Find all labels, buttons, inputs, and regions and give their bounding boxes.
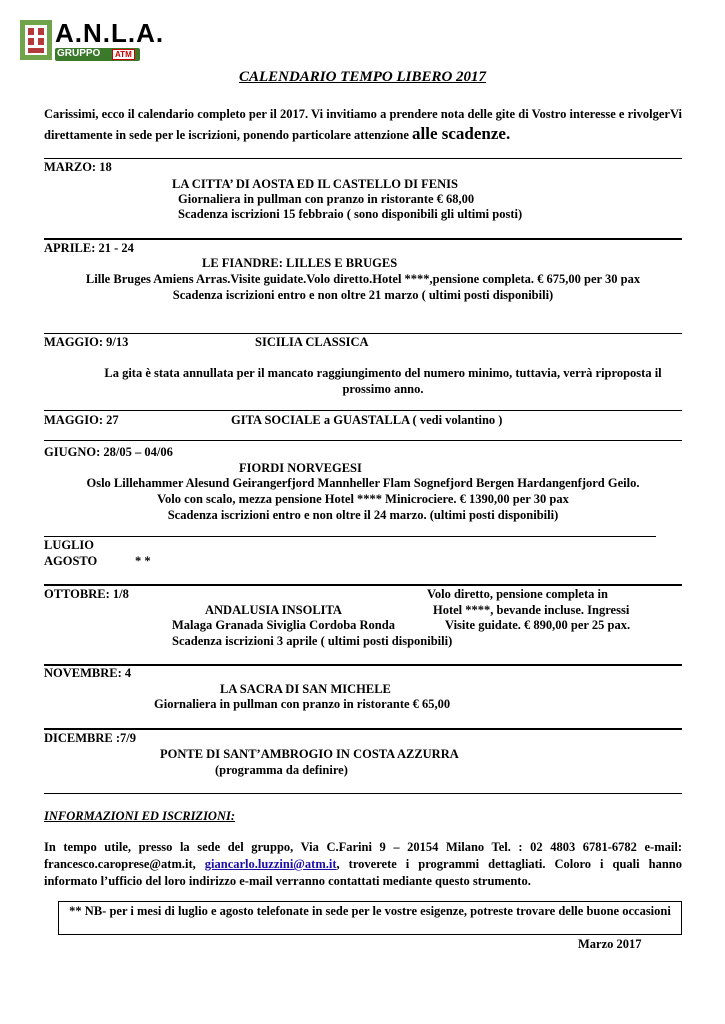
event-line-aprile-2: Scadenza iscrizioni entro e non oltre 21 marzo ( ultimi posti disponibili) xyxy=(172,288,554,302)
event-title-ottobre: ANDALUSIA INSOLITA xyxy=(205,603,342,617)
event-date-luglio: LUGLIO xyxy=(44,538,95,552)
info-text-a: In tempo utile, presso la sede del gruppo, Via C.Farini 9 – 20154 Milano Tel. : 02 4803 6781-6782 e-mail: francesco.caroprese@atm.it, xyxy=(44,840,682,871)
divider xyxy=(44,410,682,411)
event-line-giugno-3: Scadenza iscrizioni entro e non oltre il 24 marzo. (ultimi posti disponibili) xyxy=(167,508,559,522)
divider xyxy=(44,333,682,334)
page-title: CALENDARIO TEMPO LIBERO 2017 xyxy=(238,69,487,85)
event-note-luglio: * * xyxy=(135,554,151,568)
event-title-novembre: LA SACRA DI SAN MICHELE xyxy=(220,682,391,696)
intro-text xyxy=(44,104,682,145)
event-date-giugno: GIUGNO: 28/05 – 04/06 xyxy=(44,445,173,459)
divider xyxy=(44,584,682,586)
event-date-novembre: NOVEMBRE: 4 xyxy=(44,666,132,680)
event-title-marzo: LA CITTA’ DI AOSTA ED IL CASTELLO DI FENIS xyxy=(172,177,458,191)
info-text-b: , troverete i programmi dettagliati. Coloro i quali hanno informato l’ufficio del loro indirizzo e-mail verranno contattati mediante questo strumento. xyxy=(44,857,682,888)
event-side-ottobre-1: Volo diretto, pensione completa in xyxy=(427,587,608,601)
divider xyxy=(44,793,682,794)
event-title-giugno: FIORDI NORVEGESI xyxy=(239,461,362,475)
event-title-maggio-1: SICILIA CLASSICA xyxy=(255,335,369,349)
logo-atm: ATM xyxy=(112,49,135,60)
divider xyxy=(44,664,682,666)
nb-text: ** NB- per i mesi di luglio e agosto telefonate in sede per le vostre esigenze, potreste trovare delle buone occasioni xyxy=(69,904,671,918)
event-line-aprile-1: Lille Bruges Amiens Arras.Visite guidate.Volo diretto.Hotel ****,pensione completa. € 675,00 per 30 pax xyxy=(85,272,641,286)
event-side-ottobre-3: Visite guidate. € 890,00 per 25 pax. xyxy=(445,618,631,632)
event-side-ottobre-2: Hotel ****, bevande incluse. Ingressi xyxy=(433,603,630,617)
divider xyxy=(44,536,656,537)
event-line-ottobre-2: Scadenza iscrizioni 3 aprile ( ultimi posti disponibili) xyxy=(172,634,453,648)
event-date-marzo: MARZO: 18 xyxy=(44,160,112,174)
event-line-marzo-2: Scadenza iscrizioni 15 febbraio ( sono disponibili gli ultimi posti) xyxy=(178,207,523,221)
event-title-aprile: LE FIANDRE: LILLES E BRUGES xyxy=(202,256,398,270)
event-line-ottobre-1: Malaga Granada Siviglia Cordoba Ronda xyxy=(172,618,395,632)
event-line-maggio-1: La gita è stata annullata per il mancato raggiungimento del numero minimo, tuttavia, verrà riproposta il prossimo anno. xyxy=(104,366,662,396)
footer-date: Marzo 2017 xyxy=(578,937,642,951)
event-title-dicembre: PONTE DI SANT’AMBROGIO IN COSTA AZZURRA xyxy=(160,747,459,761)
logo-text: A.N.L.A. xyxy=(55,18,165,48)
event-date-ottobre: OTTOBRE: 1/8 xyxy=(44,587,129,601)
email-link[interactable]: giancarlo.luzzini@atm.it xyxy=(204,857,337,871)
intro-emph: alle scadenze. xyxy=(412,124,511,143)
divider xyxy=(44,238,682,240)
event-line-giugno-2: Volo con scalo, mezza pensione Hotel **** Minicrociere. € 1390,00 per 30 pax xyxy=(157,492,569,506)
divider xyxy=(44,440,682,441)
info-heading: INFORMAZIONI ED ISCRIZIONI: xyxy=(44,809,236,823)
event-line-giugno-1: Oslo Lillehammer Alesund Geirangerfjord Mannheller Flam Sognefjord Bergen Hardangenfjord Geilo. xyxy=(86,476,640,490)
anla-emblem-icon xyxy=(20,20,52,60)
divider xyxy=(44,158,682,159)
event-title-maggio-2: GITA SOCIALE a GUASTALLA ( vedi volantino ) xyxy=(231,413,503,427)
divider xyxy=(44,728,682,730)
intro-body: Carissimi, ecco il calendario completo per il 2017. Vi invitiamo a prendere nota delle gite di Vostro interesse e rivolgerVi direttamente in sede per le iscrizioni, ponendo particolare attenzione xyxy=(44,107,682,142)
info-text xyxy=(44,839,682,890)
event-date-maggio-2: MAGGIO: 27 xyxy=(44,413,119,427)
event-date-agosto: AGOSTO xyxy=(44,554,98,568)
logo-gruppo: GRUPPO xyxy=(57,48,101,59)
event-line-dicembre-1: (programma da definire) xyxy=(215,763,348,777)
event-date-dicembre: DICEMBRE :7/9 xyxy=(44,731,137,745)
event-line-novembre-1: Giornaliera in pullman con pranzo in ristorante € 65,00 xyxy=(154,697,451,711)
event-date-maggio-1: MAGGIO: 9/13 xyxy=(44,335,129,349)
event-line-marzo-1: Giornaliera in pullman con pranzo in ristorante € 68,00 xyxy=(178,192,475,206)
nb-box xyxy=(58,901,682,935)
event-date-aprile: APRILE: 21 - 24 xyxy=(44,241,134,255)
